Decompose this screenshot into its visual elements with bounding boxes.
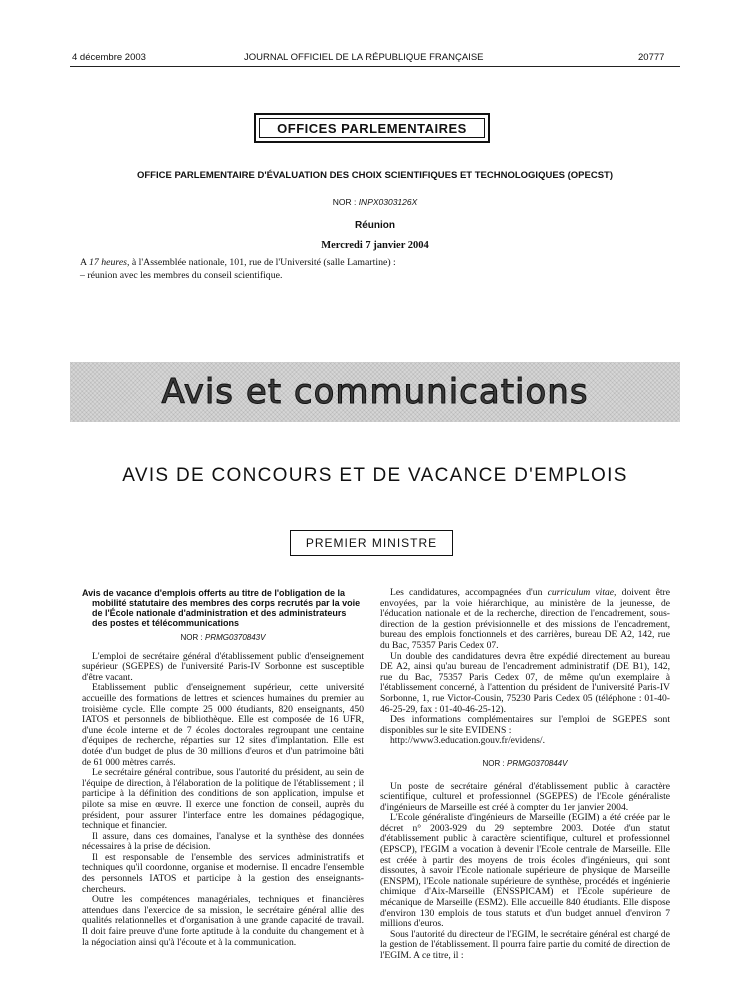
header-rule [70, 66, 680, 67]
ministry-box [290, 530, 453, 556]
paragraph: Etablissement public d'enseignement supérieur, cette université accueille des formations de lettres et sciences humaines du premier au troisième cycle. Elle compte 25 000 étudiants, 820 enseignants, 450 IATOS et personnels de bibliothèque. Elle est composée de 16 UFR, d'une école interne et de 7 écoles doctorales regroupant une centaine d'équipes de recherche, réparties sur 12 sites d'implantation. Elle est dotée d'un budget de plus de 30 millions d'euros et d'un patrimoine bâti de 61 000 mètres carrés. [82, 682, 364, 768]
right-column [380, 588, 670, 962]
meeting-line-1-prefix: A [80, 257, 89, 268]
paragraph: Sous l'autorité du directeur de l'EGIM, le secrétaire général est chargé de la gestion de l'établissement. Il pourra faire partie du comité de direction de l'EGIM. A ce titre, il : [380, 928, 670, 961]
paragraph: Un double des candidatures devra être expédié directement au bureau DE A2, ainsi qu'au bureau de l'encadrement administratif (DE B1), 142, rue du Bac, 75357 Paris Cedex 07, de même qu'un exemplaire à l'établissement concerné, à l'attention du président de l'université Paris-IV Sorbonne, 1, rue Victor-Cousin, 75230 Paris Cedex 05 (téléphone : 01-40-46-25-29, fax : 01-40-46-25-12). [380, 650, 670, 715]
paragraph-italic: curriculum vitae, [547, 587, 617, 598]
paragraph: Un poste de secrétaire général d'établissement public à caractère scientifique, culturel et professionnel (SGEPES) de l'Ecole généraliste d'ingénieurs de Marseille est créé à compter du 1er janvier 2004. [380, 780, 670, 813]
vacancy-heading: Avis de vacance d'emplois offerts au titre de l'obligation de la mobilité statutaire des membres des corps recrutés par la voie de l'École nationale d'administration et des administrateurs des postes et télécommunications [82, 588, 361, 628]
meeting-time: 17 heures, [88, 257, 130, 268]
paragraph: L'emploi de secrétaire général d'établissement public d'enseignement supérieur (SGEPES) de l'université Paris-IV Sorbonne est susceptible d'être vacant. [82, 650, 364, 683]
banner-title: Avis et communications [161, 372, 589, 412]
office-nor-code: INPX0303126X [358, 197, 418, 207]
meeting-line-1 [80, 257, 396, 268]
section-title: OFFICES PARLEMENTAIRES [277, 120, 467, 136]
office-name: OFFICE PARLEMENTAIRE D'ÉVALUATION DES CHOIX SCIENTIFIQUES ET TECHNOLOGIQUES (OPECST) [136, 170, 614, 181]
left-nor-code: PRMG0370843V [204, 633, 266, 642]
paragraph: Il assure, dans ces domaines, l'analyse et la synthèse des données nécessaires à la prise de décision. [82, 830, 364, 853]
right-nor-label: NOR : [482, 758, 505, 768]
concours-title: AVIS DE CONCOURS ET DE VACANCE D'EMPLOIS [122, 465, 628, 486]
header-date: 4 décembre 2003 [72, 52, 146, 63]
paragraph-part: Les candidatures, accompagnées d'un [390, 587, 548, 598]
paragraph: L'Ecole généraliste d'ingénieurs de Marseille (EGIM) a été créée par le décret n° 2003-929 du 29 septembre 2003. Dotée d'un statut d'établissement public à caractère scientifique, culturel et professionnel (EPSCP), l'EGIM a vocation à devenir l'Ecole centrale de Marseille. Elle est créée à partir des moyens de trois écoles d'ingénieurs, qui sont dissoutes, à savoir l'Ecole nationale supérieure de physique de Marseille (ENSPM), l'Ecole nationale supérieure de synthèse, procédés et ingénierie chimique d'Aix-Marseille (ENSSPICAM) et l'Ecole supérieure de mécanique de Marseille (ESM2). Elle accueille 840 étudiants. Elle dispose d'environ 130 emplois de tous statuts et d'un budget annuel d'environ 7 millions d'euros. [380, 812, 670, 930]
office-nor [70, 197, 680, 207]
right-nor-code: PRMG0370844V [506, 758, 568, 768]
header-journal-title: JOURNAL OFFICIEL DE LA RÉPUBLIQUE FRANÇAISE [244, 52, 484, 63]
left-column [82, 588, 364, 948]
paragraph-part: doivent être envoyées, par la voie hiérarchique, au ministère de la jeunesse, de l'éducation nationale et de la recherche, direction de l'encadrement, sous-direction de la gestion prévisionnelle et des missions de l'encadrement, bureau des emplois fonctionnels et des carrières, bureau DE A2, 142, rue du Bac, 75357 Paris Cedex 07. [380, 587, 671, 651]
paragraph: Le secrétaire général contribue, sous l'autorité du président, au sein de l'équipe de direction, à l'élaboration de la politique de l'établissement ; il participe à la définition des conditions de son application, impulse et pilote sa mise en œuvre. Il exerce une fonction de conseil, auprès du président, pour assurer l'interface entre les domaines pédagogique, technique et financier. [82, 767, 364, 832]
left-nor [82, 633, 364, 644]
meeting-line-2: – réunion avec les membres du conseil scientifique. [80, 270, 283, 281]
section-banner [70, 362, 680, 422]
paragraph: Il est responsable de l'ensemble des services administratifs et techniques qu'il coordonne, organise et modernise. Il encadre l'ensemble des personnels IATOS et participe à la gestion des enseignants-chercheurs. [82, 851, 364, 895]
meeting-title: Réunion [355, 220, 395, 231]
paragraph: Des informations complémentaires sur l'emploi de SGEPES sont disponibles sur le site EVIDENS : [380, 714, 670, 736]
paragraph: Outre les compétences managériales, techniques et financières attendues dans l'exercice de sa mission, le secrétaire général allie des qualités relationnelles et d'organisation à une grande capacité de travail. Il doit faire preuve d'une forte aptitude à la conduite du changement et à la négociation ainsi qu'à l'écoute et à la communication. [82, 894, 364, 948]
meeting-location: à l'Assemblée nationale, 101, rue de l'Université (salle Lamartine) : [129, 257, 396, 268]
paragraph [380, 588, 670, 652]
evidens-url: http://www3.education.gouv.fr/evidens/. [390, 735, 545, 747]
section-title-box [254, 113, 490, 143]
header-page-number: 20777 [638, 52, 665, 63]
right-nor [380, 759, 670, 770]
left-nor-label: NOR : [180, 633, 203, 642]
office-nor-label: NOR : [332, 197, 357, 207]
ministry-name: PREMIER MINISTRE [305, 536, 438, 550]
meeting-date: Mercredi 7 janvier 2004 [321, 240, 429, 251]
